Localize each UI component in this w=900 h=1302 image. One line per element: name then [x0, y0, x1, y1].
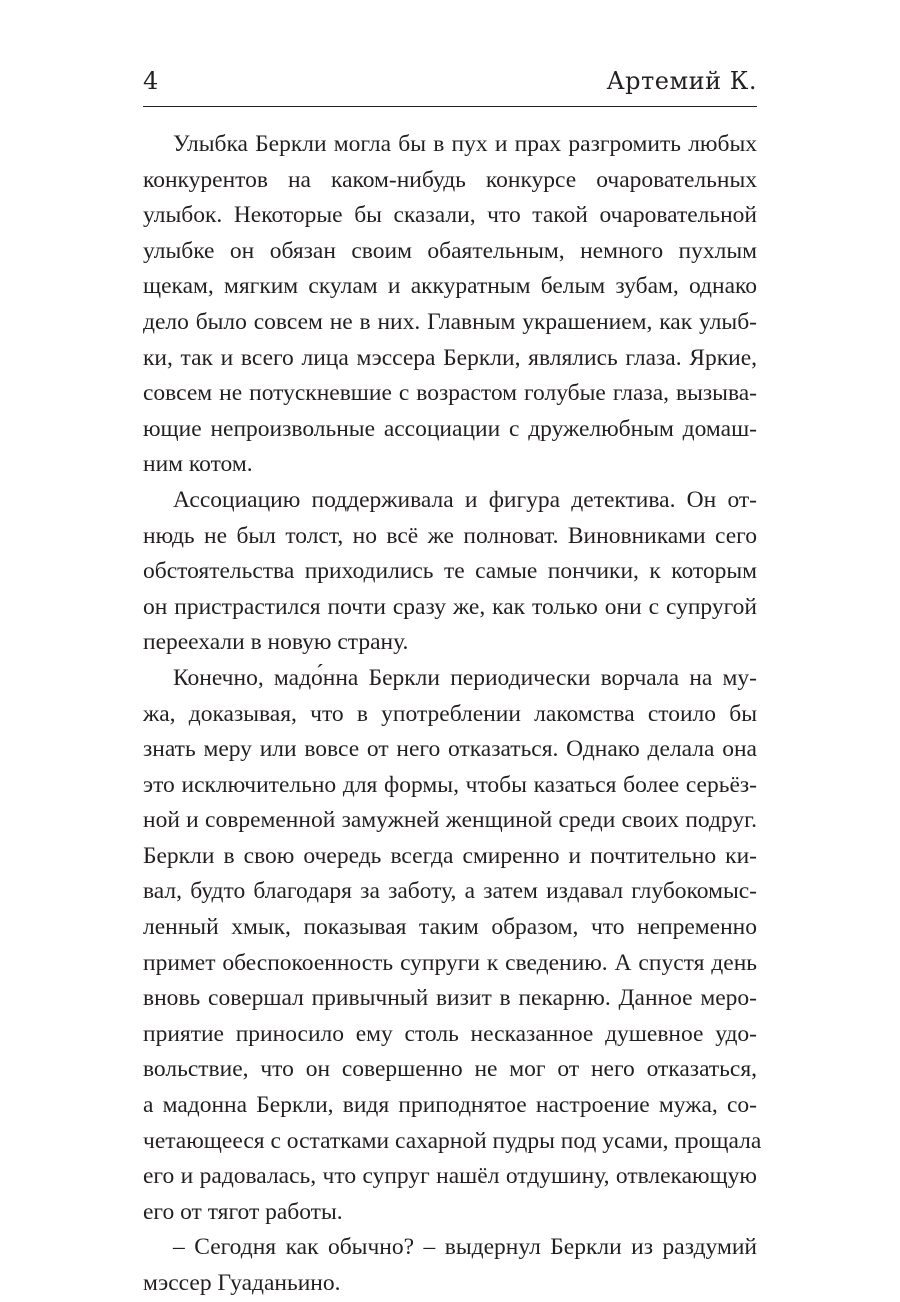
text-line: примет обеспокоенность супруги к сведению. А спустя день — [143, 949, 757, 976]
text-line: знать меру или вовсе от него отказаться. Однако делала она — [143, 736, 757, 763]
text-line: мэссер Гуаданьино. — [143, 1270, 341, 1296]
text-line: переехали в новую страну. — [143, 629, 409, 656]
text-line: дело было совсем не в них. Главным украшением, как улыб- — [143, 308, 757, 335]
page-header — [143, 66, 757, 106]
text-line: Ассоциацию поддерживала и фигура детектива. Он от- — [173, 486, 757, 513]
body-text — [143, 127, 762, 1302]
running-head-author: Артемий К. — [606, 67, 757, 95]
text-line: ющие непроизвольные ассоциации с дружелюбным домаш- — [143, 415, 757, 442]
text-line: он пристрастился почти сразу же, как только они с супругой — [143, 593, 757, 620]
text-line: его от тягот работы. — [143, 1198, 343, 1225]
dialogue-line: – Сегодня как обычно? – выдернул Беркли из раздумий — [173, 1234, 757, 1261]
text-line: Беркли в свою очередь всегда смиренно и почтительно ки- — [143, 842, 757, 869]
text-line: приятие приносило ему столь несказанное душевное удо- — [143, 1020, 757, 1047]
text-line: вновь совершал привычный визит в пекарню. Данное меро- — [143, 985, 757, 1012]
text-line: совсем не потускневшие с возрастом голубые глаза, вызыва- — [143, 380, 757, 407]
text-line: а мадонна Беркли, видя приподнятое настроение мужа, со- — [143, 1092, 757, 1119]
text-line: конкурентов на каком-нибудь конкурсе очаровательных — [143, 166, 757, 193]
text-line: Конечно, мадо́нна Беркли периодически ворчала на му- — [173, 664, 757, 691]
text-line: нюдь не был толст, но всё же полноват. Виновниками сего — [143, 522, 757, 549]
text-line: ним котом. — [143, 451, 253, 478]
text-line: улыбок. Некоторые бы сказали, что такой очаровательной — [143, 202, 757, 229]
text-line: вал, будто благодаря за заботу, а затем издавал глубокомыс- — [143, 878, 757, 905]
text-line: жа, доказывая, что в употреблении лакомства стоило бы — [143, 700, 757, 727]
text-line: ной и современной замужней женщиной среди своих подруг. — [143, 807, 757, 834]
text-line: ки, так и всего лица мэссера Беркли, являлись глаза. Яркие, — [143, 344, 757, 371]
page-number: 4 — [143, 67, 159, 95]
text-line: четающееся с остатками сахарной пудры под усами, прощала — [143, 1127, 762, 1154]
text-line: его и радовалась, что супруг нашёл отдушину, отвлекающую — [143, 1163, 757, 1190]
text-line: ленный хмык, показывая таким образом, что непременно — [143, 914, 757, 941]
text-line: улыбке он обязан своим обаятельным, немного пухлым — [143, 237, 757, 264]
header-rule — [143, 106, 757, 107]
text-line: это исключительно для формы, чтобы казаться более серьёз- — [143, 771, 757, 798]
text-line: обстоятельства приходились те самые пончики, к которым — [143, 558, 757, 585]
text-line: щекам, мягким скулам и аккуратным белым зубам, однако — [143, 273, 757, 300]
text-line: Улыбка Беркли могла бы в пух и прах разгромить любых — [173, 131, 757, 157]
text-line: вольствие, что он совершенно не мог от него отказаться, — [143, 1056, 757, 1083]
